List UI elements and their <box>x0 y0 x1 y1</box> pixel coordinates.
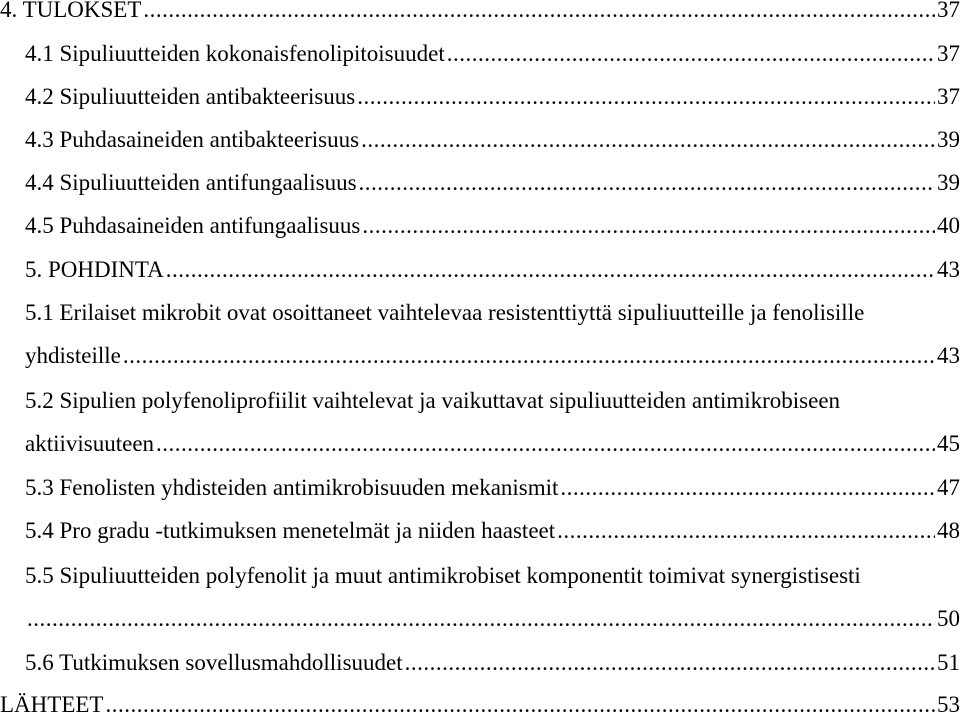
toc-entry-5-3[interactable] <box>0 472 960 504</box>
toc-page-number: 43 <box>937 257 960 282</box>
toc-page-number: 51 <box>937 650 960 675</box>
toc-entry-label: 5. POHDINTA <box>25 257 164 282</box>
toc-entry-4-2[interactable] <box>0 81 960 113</box>
toc-entry-5-2[interactable] <box>0 428 960 460</box>
toc-leader-dots <box>560 472 935 504</box>
toc-leader-dots <box>361 124 935 156</box>
toc-entry-4[interactable] <box>0 0 960 26</box>
toc-leader-dots <box>156 428 935 460</box>
toc-entry-5-4[interactable] <box>0 515 960 547</box>
toc-entry-label: 5.3 Fenolisten yhdisteiden antimikrobisuuden mekanismit <box>25 475 559 500</box>
toc-page-number: 45 <box>937 431 960 456</box>
toc-entry-5-2-line1: 5.2 Sipulien polyfenoliprofiilit vaihtelevat ja vaikuttavat sipuliuutteiden antimikrobiseen <box>25 388 841 413</box>
toc-leader-dots <box>123 340 935 372</box>
toc-page-number: 39 <box>937 127 960 152</box>
toc-entry-5-6[interactable] <box>0 647 960 679</box>
toc-entry-label: 4. TULOKSET <box>0 0 142 22</box>
toc-leader-dots <box>357 81 935 113</box>
toc-leader-dots <box>105 689 935 721</box>
toc-entry-label: 5.6 Tutkimuksen sovellusmahdollisuudet <box>25 650 403 675</box>
toc-entry-4-4[interactable] <box>0 167 960 199</box>
toc-entry-label: 4.1 Sipuliuutteiden kokonaisfenolipitoisuudet <box>25 41 445 66</box>
toc-entry-label: 4.4 Sipuliuutteiden antifungaalisuus <box>25 170 357 195</box>
toc-entry-5[interactable] <box>0 254 960 286</box>
toc-page-number: 48 <box>937 518 960 543</box>
toc-page-number: 39 <box>937 170 960 195</box>
toc-page-number: 37 <box>937 0 960 22</box>
toc-page-number: 37 <box>937 41 960 66</box>
toc-page-number: 37 <box>937 84 960 109</box>
toc-leader-dots <box>447 38 935 70</box>
toc-leader-dots <box>405 647 935 679</box>
toc-entry-label: 5.4 Pro gradu -tutkimuksen menetelmät ja niiden haasteet <box>25 518 556 543</box>
toc-entry-5-1-line1: 5.1 Erilaiset mikrobit ovat osoittaneet vaihtelevaa resistenttiyttä sipuliuutteille ja fenolisille <box>25 300 865 325</box>
toc-leader-dots <box>359 167 935 199</box>
toc-leader-dots <box>143 0 935 26</box>
toc-entry-label: 4.2 Sipuliuutteiden antibakteerisuus <box>25 84 356 109</box>
toc-entry-5-1[interactable] <box>0 340 960 372</box>
toc-page-number: 40 <box>937 213 960 238</box>
toc-entry-4-1[interactable] <box>0 38 960 70</box>
toc-entry-5-5[interactable] <box>0 603 960 635</box>
toc-entry-label: 4.3 Puhdasaineiden antibakteerisuus <box>25 127 360 152</box>
toc-page-number: 43 <box>937 343 960 368</box>
toc-leader-dots <box>557 515 935 547</box>
toc-page-number: 47 <box>937 475 960 500</box>
toc-entry-label: LÄHTEET <box>0 692 104 717</box>
toc-entry-lahteet[interactable] <box>0 689 960 721</box>
toc-entry-label: 4.5 Puhdasaineiden antifungaalisuus <box>25 213 361 238</box>
toc-page-number: 53 <box>937 692 960 717</box>
toc-entry-4-3[interactable] <box>0 124 960 156</box>
toc-leader-dots <box>362 210 935 242</box>
toc-page-number: 50 <box>937 606 960 631</box>
toc-entry-5-5-line1: 5.5 Sipuliuutteiden polyfenolit ja muut antimikrobiset komponentit toimivat synergistisesti <box>25 563 861 588</box>
toc-entry-label: yhdisteille <box>25 343 121 368</box>
toc-leader-dots <box>166 254 935 286</box>
toc-leader-dots <box>27 603 935 635</box>
toc-entry-4-5[interactable] <box>0 210 960 242</box>
toc-entry-label: aktiivisuuteen <box>25 431 155 456</box>
